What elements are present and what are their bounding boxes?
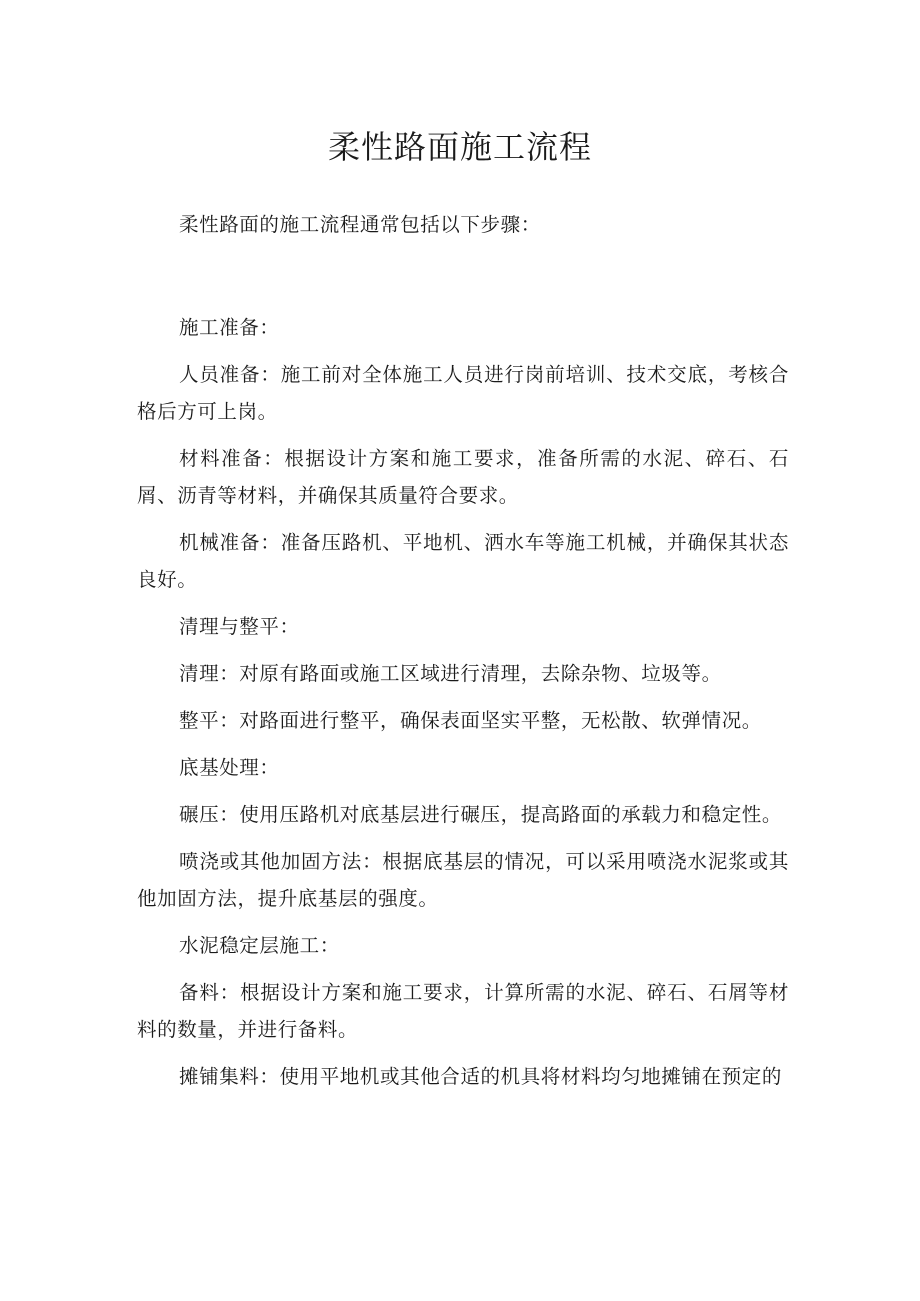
paragraph-cleaning: 清理：对原有路面或施工区域进行清理，去除杂物、垃圾等。 (179, 662, 722, 685)
blank-line (137, 253, 789, 309)
paragraph-spreading: 摊铺集料：使用平地机或其他合适的机具将材料均匀地摊铺在预定的 (179, 1065, 783, 1088)
paragraph-reinforcement: 喷浇或其他加固方法：根据底基层的情况，可以采用喷浇水泥浆或其他加固方法，提升底基层的强度。 (137, 850, 789, 910)
section-heading-subbase: 底基处理： (179, 756, 280, 779)
paragraph-leveling: 整平：对路面进行整平，确保表面坚实平整，无松散、软弹情况。 (179, 709, 762, 732)
paragraph-rolling: 碾压：使用压路机对底基层进行碾压，提高路面的承载力和稳定性。 (179, 803, 783, 826)
document-body (137, 206, 789, 1105)
paragraph-machinery: 机械准备：准备压路机、平地机、洒水车等施工机械，并确保其状态良好。 (137, 531, 789, 591)
paragraph-materials: 材料准备：根据设计方案和施工要求，准备所需的水泥、碎石、石屑、沥青等材料，并确保其质量符合要求。 (137, 447, 789, 507)
section-heading-cleaning: 清理与整平： (179, 615, 300, 638)
page-title: 柔性路面施工流程 (327, 128, 592, 166)
paragraph-personnel: 人员准备：施工前对全体施工人员进行岗前培训、技术交底，考核合格后方可上岗。 (137, 363, 789, 423)
paragraph-stockpiling: 备料：根据设计方案和施工要求，计算所需的水泥、碎石、石屑等材料的数量，并进行备料。 (137, 981, 789, 1041)
section-heading-preparation: 施工准备： (179, 316, 280, 339)
intro-paragraph: 柔性路面的施工流程通常包括以下步骤： (179, 213, 541, 236)
section-heading-cement-layer: 水泥稳定层施工： (179, 934, 340, 957)
